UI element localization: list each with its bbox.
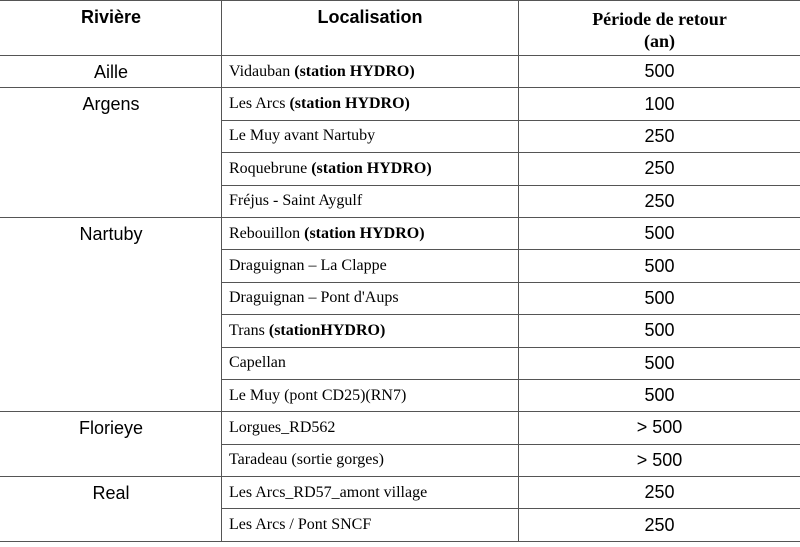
location-cell xyxy=(222,477,519,509)
location-station-tag: (station HYDRO) xyxy=(294,62,415,80)
table-row xyxy=(1,412,800,444)
location-text: Le Muy avant Nartuby xyxy=(229,127,376,145)
location-cell xyxy=(222,88,519,120)
return-period-value: > 500 xyxy=(519,412,800,444)
return-period-value: > 500 xyxy=(519,444,800,476)
return-period-value: 500 xyxy=(519,56,800,88)
location-station-tag: (stationHYDRO) xyxy=(268,321,386,339)
location-cell xyxy=(222,120,519,152)
location-cell xyxy=(222,315,519,347)
table-row xyxy=(1,88,800,120)
table-body xyxy=(1,56,800,542)
return-period-value: 500 xyxy=(519,315,800,347)
table-header-row xyxy=(1,1,800,56)
location-cell xyxy=(222,379,519,411)
location-cell xyxy=(222,282,519,314)
location-cell xyxy=(222,412,519,444)
location-cell xyxy=(222,153,519,185)
location-cell xyxy=(222,56,519,88)
return-period-value: 500 xyxy=(519,282,800,314)
location-text: Draguignan – Pont d'Aups xyxy=(229,289,399,307)
location-cell xyxy=(222,250,519,282)
river-name: Argens xyxy=(1,88,222,218)
header-return-period-line2: (an) xyxy=(644,31,675,51)
river-name: Nartuby xyxy=(1,217,222,411)
location-text: Taradeau (sortie gorges) xyxy=(229,451,384,469)
location-cell xyxy=(222,347,519,379)
location-station-tag: (station HYDRO) xyxy=(289,95,410,113)
river-name: Real xyxy=(1,477,222,542)
river-name: Aille xyxy=(1,56,222,88)
return-period-value: 100 xyxy=(519,88,800,120)
header-return-period xyxy=(519,1,800,56)
return-period-value: 500 xyxy=(519,217,800,249)
return-period-value: 500 xyxy=(519,379,800,411)
location-station-tag: (station HYDRO) xyxy=(311,159,432,177)
table-row xyxy=(1,477,800,509)
location-cell xyxy=(222,444,519,476)
header-location: Localisation xyxy=(222,1,519,56)
location-text: Trans xyxy=(229,321,269,339)
table-row xyxy=(1,217,800,249)
river-name: Florieye xyxy=(1,412,222,477)
location-cell xyxy=(222,509,519,541)
location-text: Vidauban xyxy=(229,62,295,80)
location-text: Les Arcs xyxy=(229,95,290,113)
return-period-value: 500 xyxy=(519,347,800,379)
location-text: Les Arcs_RD57_amont village xyxy=(229,483,428,501)
location-cell xyxy=(222,217,519,249)
location-text: Le Muy (pont CD25)(RN7) xyxy=(229,386,407,404)
location-cell xyxy=(222,185,519,217)
return-period-value: 500 xyxy=(519,250,800,282)
return-period-value: 250 xyxy=(519,185,800,217)
location-text: Draguignan – La Clappe xyxy=(229,257,387,275)
table-row xyxy=(1,56,800,88)
location-text: Roquebrune xyxy=(229,159,312,177)
location-text: Rebouillon xyxy=(229,224,305,242)
return-period-value: 250 xyxy=(519,153,800,185)
location-text: Fréjus - Saint Aygulf xyxy=(229,192,363,210)
location-text: Les Arcs / Pont SNCF xyxy=(229,516,372,534)
location-text: Lorgues_RD562 xyxy=(229,418,336,436)
location-text: Capellan xyxy=(229,354,286,372)
return-period-value: 250 xyxy=(519,120,800,152)
header-river: Rivière xyxy=(1,1,222,56)
location-station-tag: (station HYDRO) xyxy=(304,224,425,242)
header-return-period-line1: Période de retour xyxy=(592,9,727,29)
return-period-value: 250 xyxy=(519,509,800,541)
return-period-value: 250 xyxy=(519,477,800,509)
